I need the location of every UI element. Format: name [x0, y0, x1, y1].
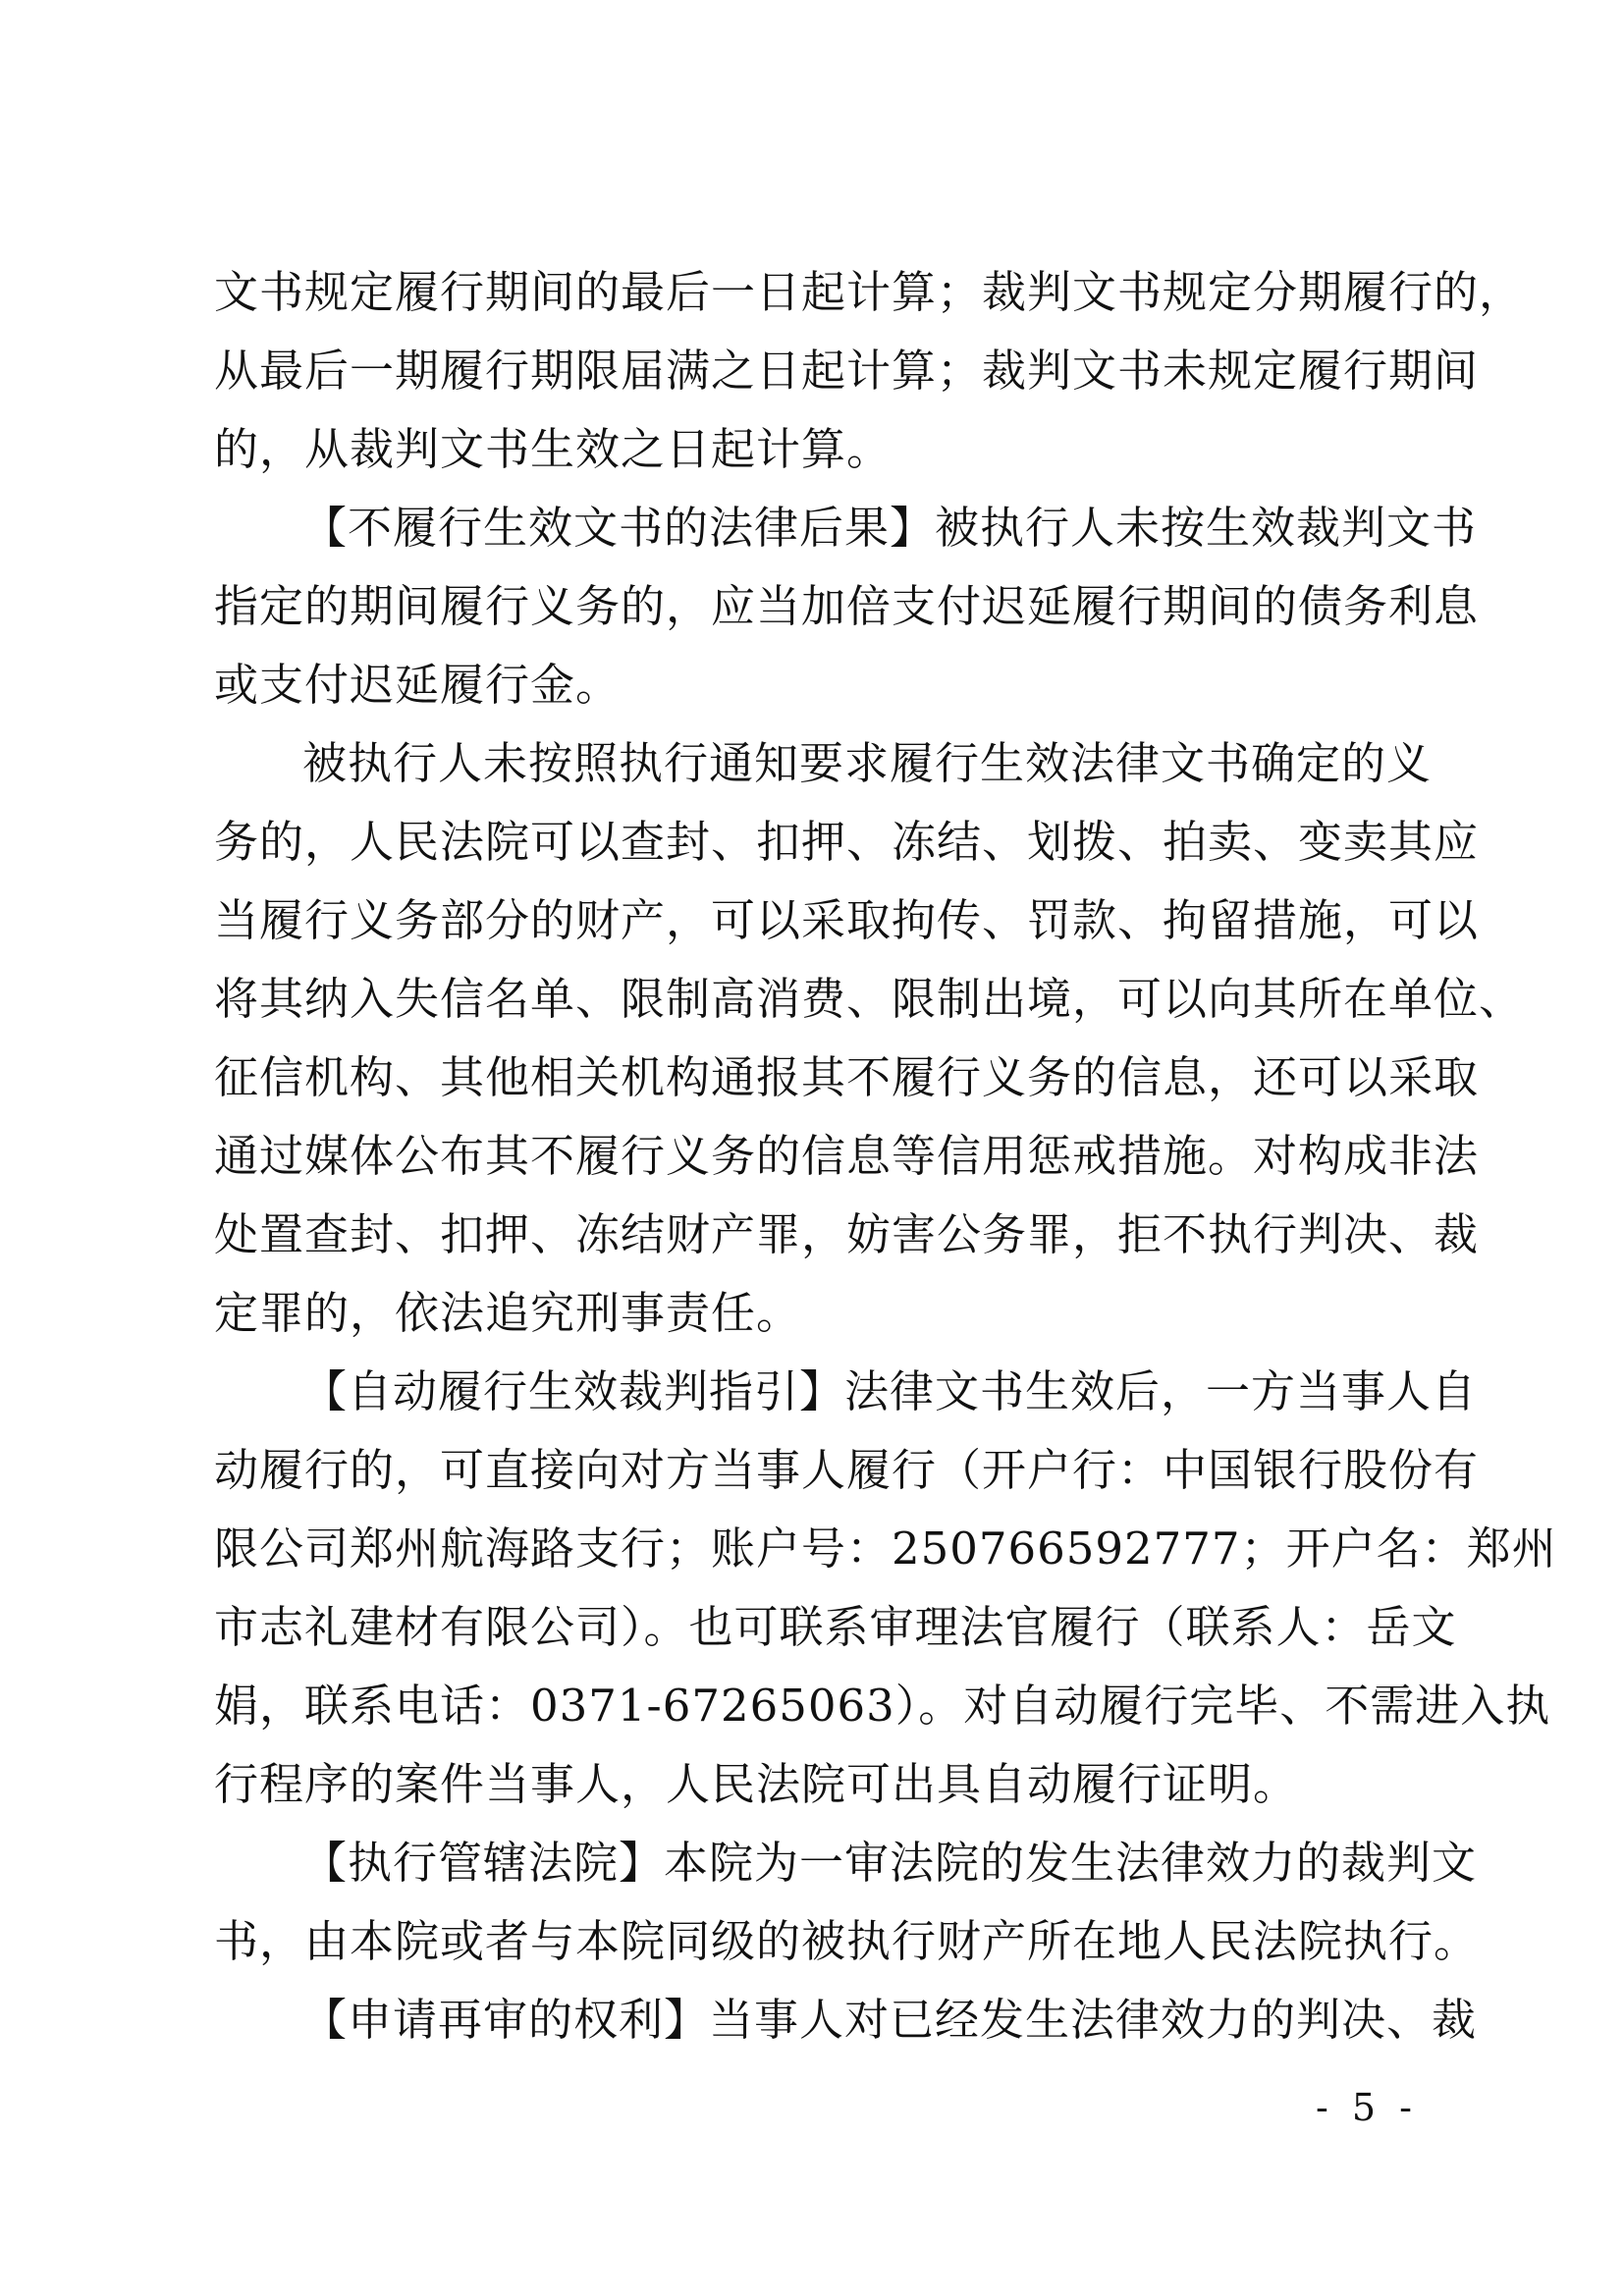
- paragraph-1: [214, 253, 1525, 489]
- paragraph-4: [214, 1353, 1557, 1824]
- text-line: 指定的期间履行义务的，应当加倍支付迟延履行期间的债务利息: [214, 580, 1480, 632]
- text-line: 【自动履行生效裁判指引】法律文书生效后，一方当事人自: [302, 1365, 1478, 1417]
- paragraph-3: [214, 724, 1525, 1353]
- page-number: - 5 -: [1316, 2086, 1419, 2129]
- text-line: 【不履行生效文书的法律后果】被执行人未按生效裁判文书: [302, 502, 1478, 554]
- text-line: 处置查封、扣押、冻结财产罪，妨害公务罪，拒不执行判决、裁: [214, 1208, 1480, 1260]
- text-line: 务的，人民法院可以查封、扣押、冻结、划拨、拍卖、变卖其应: [214, 816, 1480, 868]
- text-line: 通过媒体公布其不履行义务的信息等信用惩戒措施。对构成非法: [214, 1130, 1480, 1182]
- text-line: 娟，联系电话：0371-67265063）。对自动履行完毕、不需进入执: [214, 1680, 1551, 1732]
- text-line: 定罪的，依法追究刑事责任。: [214, 1287, 802, 1339]
- text-line: 动履行的，可直接向对方当事人履行（开户行：中国银行股份有: [214, 1444, 1480, 1496]
- text-line: 或支付迟延履行金。: [214, 659, 622, 711]
- text-line: 征信机构、其他相关机构通报其不履行义务的信息，还可以采取: [214, 1051, 1480, 1103]
- paragraph-6: [214, 1981, 1478, 2059]
- text-line: 市志礼建材有限公司）。也可联系审理法官履行（联系人：岳文: [214, 1601, 1457, 1653]
- text-line: 的，从裁判文书生效之日起计算。: [214, 423, 893, 475]
- text-line: 被执行人未按照执行通知要求履行生效法律文书确定的义: [302, 737, 1433, 789]
- text-line: 从最后一期履行期限届满之日起计算；裁判文书未规定履行期间: [214, 345, 1480, 397]
- paragraph-5: [214, 1824, 1480, 1981]
- text-line: 文书规定履行期间的最后一日起计算；裁判文书规定分期履行的，: [214, 266, 1525, 318]
- text-line: 【申请再审的权利】当事人对已经发生法律效力的判决、裁: [302, 1994, 1478, 2046]
- text-line: 将其纳入失信名单、限制高消费、限制出境，可以向其所在单位、: [214, 973, 1525, 1025]
- paragraph-2: [214, 489, 1480, 724]
- text-line: 限公司郑州航海路支行；账户号：250766592777；开户名：郑州: [214, 1522, 1557, 1575]
- document-body: [214, 253, 1557, 2059]
- text-line: 行程序的案件当事人，人民法院可出具自动履行证明。: [214, 1758, 1299, 1810]
- text-line: 【执行管辖法院】本院为一审法院的发生法律效力的裁判文: [302, 1837, 1478, 1889]
- text-line: 当履行义务部分的财产，可以采取拘传、罚款、拘留措施，可以: [214, 894, 1480, 946]
- text-line: 书，由本院或者与本院同级的被执行财产所在地人民法院执行。: [214, 1915, 1480, 1967]
